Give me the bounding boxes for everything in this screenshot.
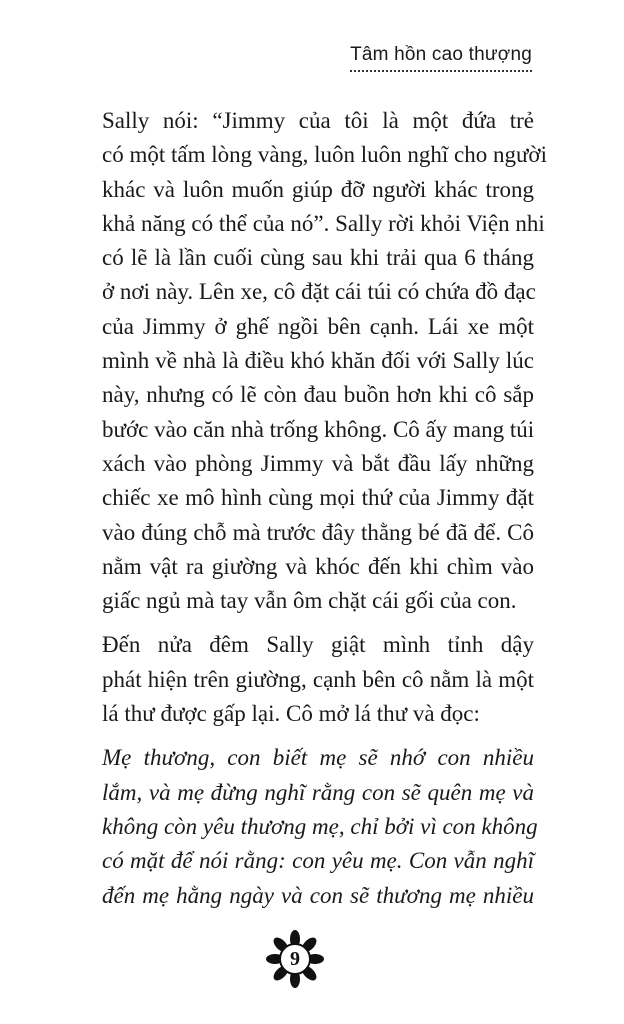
paragraph-gap	[102, 618, 534, 628]
text-line: nằm vật ra giường và khóc đến khi chìm vào	[102, 553, 534, 579]
text-line: lá thư được gấp lại. Cô mở lá thư và đọc:	[102, 701, 480, 727]
text-line: của Jimmy ở ghế ngồi bên cạnh. Lái xe một	[102, 313, 534, 339]
text-line: này, nhưng có lẽ còn đau buồn hơn khi cô sắp	[102, 382, 534, 408]
letter-paragraph	[102, 741, 538, 912]
paragraph-1	[102, 104, 547, 618]
text-line: Mẹ thương, con biết mẹ sẽ nhớ con nhiều	[102, 745, 534, 771]
text-line: bước vào căn nhà trống không. Cô ấy mang túi	[102, 416, 535, 442]
text-line: phát hiện trên giường, cạnh bên cô nằm là một	[102, 666, 534, 692]
text-line: khác và luôn muốn giúp đỡ người khác trong	[102, 176, 534, 202]
text-line: có một tấm lòng vàng, luôn luôn nghĩ cho người	[102, 142, 547, 168]
text-line: xách vào phòng Jimmy và bắt đầu lấy những	[102, 450, 534, 476]
page-body	[102, 104, 547, 913]
text-line: Sally nói: “Jimmy của tôi là một đứa trẻ	[102, 108, 534, 133]
text-line: chiếc xe mô hình cùng mọi thứ của Jimmy đặt	[102, 485, 534, 511]
text-line: mình về nhà là điều khó khăn đối với Sally lúc	[102, 348, 534, 374]
text-line: đến mẹ hằng ngày và con sẽ thương mẹ nhiều	[102, 882, 534, 908]
paragraph-2	[102, 628, 534, 731]
text-line: lắm, và mẹ đừng nghĩ rằng con sẽ quên mẹ và	[102, 779, 534, 805]
page-number: 9	[290, 948, 300, 970]
page-number-ornament	[262, 928, 328, 990]
text-line: có mặt để nói rằng: con yêu mẹ. Con vẫn nghĩ	[102, 848, 534, 874]
text-line: không còn yêu thương mẹ, chỉ bởi vì con không	[102, 813, 538, 839]
running-header: Tâm hồn cao thượng	[350, 44, 532, 72]
text-line: khả năng có thể của nó”. Sally rời khỏi Viện nhi	[102, 210, 545, 236]
paragraph-gap	[102, 731, 534, 741]
text-line: có lẽ là lần cuối cùng sau khi trải qua 6 tháng	[102, 245, 534, 271]
text-line: vào đúng chỗ mà trước đây thằng bé đã để. Cô	[102, 519, 534, 545]
text-line: giấc ngủ mà tay vẫn ôm chặt cái gối của con.	[102, 588, 517, 614]
text-line: Đến nửa đêm Sally giật mình tỉnh dậy	[102, 632, 534, 658]
text-line: ở nơi này. Lên xe, cô đặt cái túi có chứa đồ đạc	[102, 279, 536, 305]
